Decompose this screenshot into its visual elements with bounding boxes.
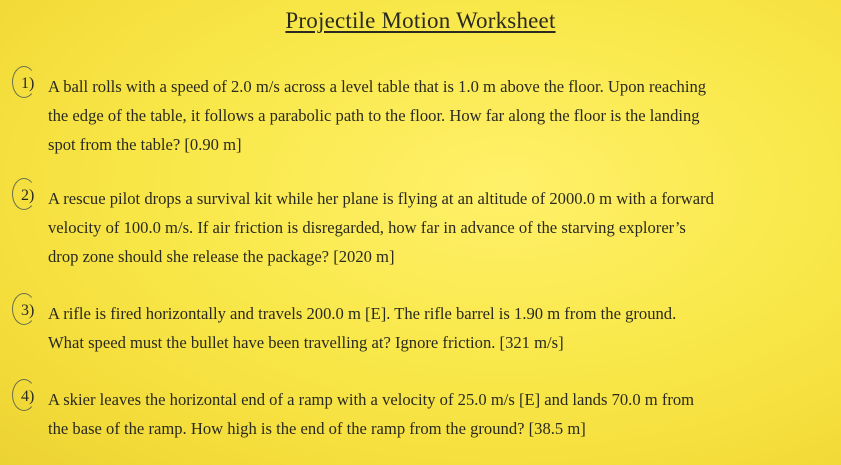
question-line: A ball rolls with a speed of 2.0 m/s across a level table that is 1.0 m above the floor. Upon reaching bbox=[48, 77, 707, 96]
question-line: spot from the table? [0.90 m] bbox=[48, 135, 242, 154]
question-line: the edge of the table, it follows a parabolic path to the floor. How far along the floor is the landing bbox=[48, 106, 700, 125]
question-number: 3) bbox=[21, 302, 35, 319]
question-2 bbox=[14, 184, 814, 271]
question-text bbox=[48, 72, 814, 159]
question-line: velocity of 100.0 m/s. If air friction is disregarded, how far in advance of the starving explorer’s bbox=[48, 218, 686, 237]
question-3 bbox=[14, 299, 814, 357]
question-number-badge bbox=[14, 184, 44, 214]
question-line: the base of the ramp. How high is the end of the ramp from the ground? [38.5 m] bbox=[48, 419, 586, 438]
question-text bbox=[48, 299, 814, 357]
page-title: Projectile Motion Worksheet bbox=[285, 8, 556, 33]
question-number-badge bbox=[14, 385, 44, 415]
question-number: 4) bbox=[21, 388, 35, 405]
question-4 bbox=[14, 385, 814, 443]
question-text bbox=[48, 184, 814, 271]
question-number-badge bbox=[14, 299, 44, 329]
question-line: What speed must the bullet have been travelling at? Ignore friction. [321 m/s] bbox=[48, 333, 564, 352]
question-line: A rifle is fired horizontally and travels 200.0 m [E]. The rifle barrel is 1.90 m from the ground. bbox=[48, 304, 677, 323]
question-line: drop zone should she release the package? [2020 m] bbox=[48, 247, 395, 266]
question-number: 2) bbox=[21, 187, 35, 204]
question-line: A rescue pilot drops a survival kit while her plane is flying at an altitude of 2000.0 m with a forward bbox=[48, 189, 714, 208]
question-1 bbox=[14, 72, 814, 159]
question-line: A skier leaves the horizontal end of a ramp with a velocity of 25.0 m/s [E] and lands 70.0 m from bbox=[48, 390, 695, 409]
question-number-badge bbox=[14, 72, 44, 102]
question-number: 1) bbox=[21, 75, 35, 92]
question-text bbox=[48, 385, 814, 443]
